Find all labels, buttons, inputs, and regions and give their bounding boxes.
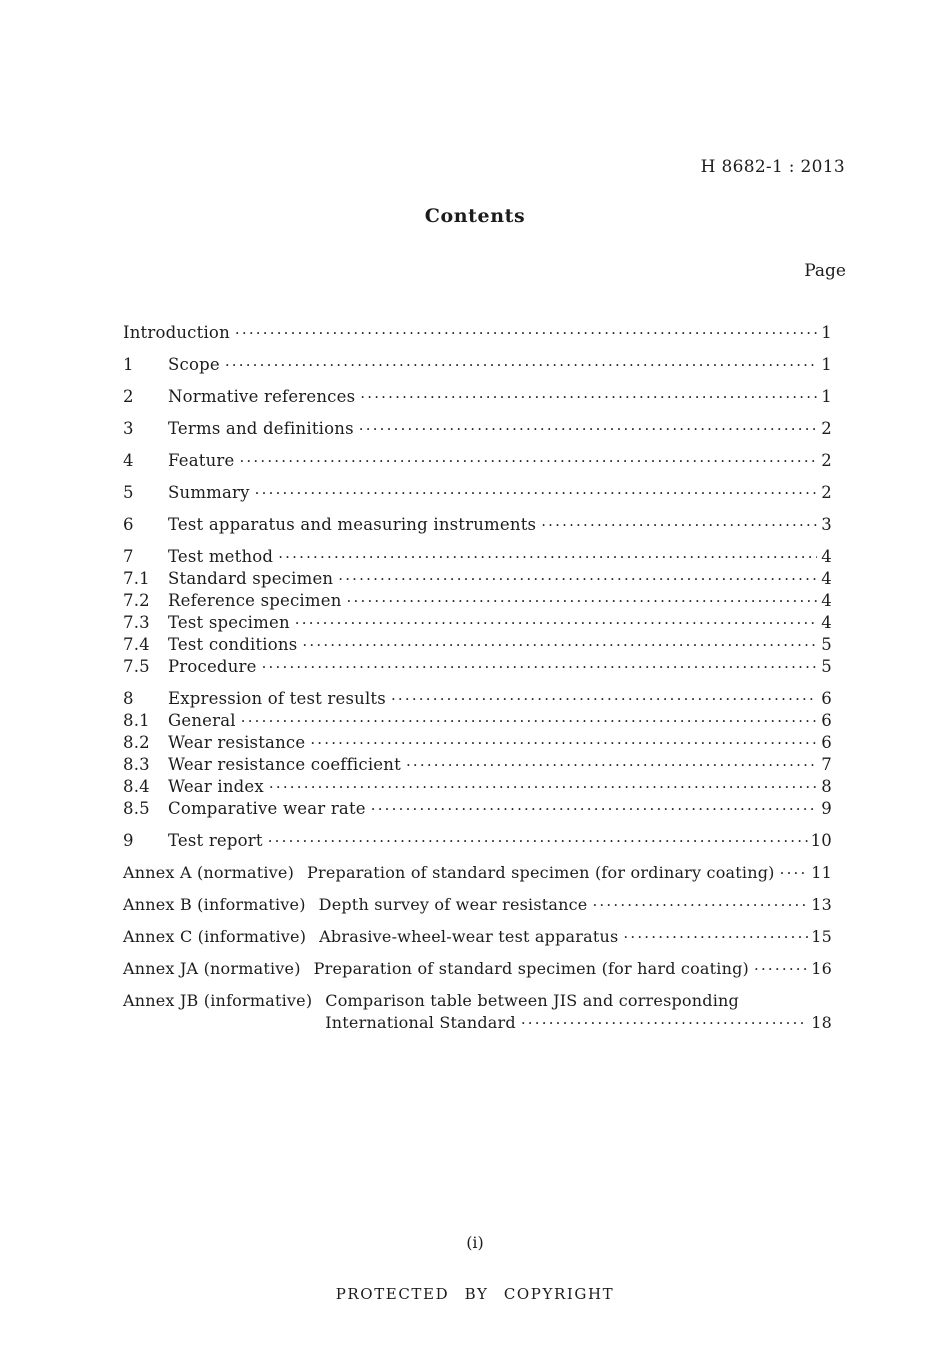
annex-label: Annex B (informative)	[123, 895, 306, 914]
folio-page-marker: (i)	[466, 1233, 484, 1252]
annex-row	[123, 990, 832, 1034]
toc-entry-number: 2	[123, 387, 134, 406]
annex-body	[307, 862, 832, 884]
table-of-contents	[123, 322, 832, 1034]
dot-leader	[359, 418, 817, 440]
toc-entry-page: 3	[821, 515, 832, 534]
annex-title-line1: Comparison table between JIS and corresponding	[325, 991, 739, 1010]
dot-leader	[225, 354, 817, 376]
annex-page: 13	[811, 895, 832, 914]
toc-entry-page: 1	[821, 355, 832, 374]
standard-number: H 8682-1 : 2013	[700, 157, 845, 177]
toc-entry-page: 4	[821, 591, 832, 610]
toc-row	[123, 450, 832, 472]
annex-line	[307, 862, 832, 884]
toc-row	[123, 776, 832, 798]
toc-row	[123, 710, 832, 732]
toc-entry-number: 1	[123, 355, 134, 374]
dot-leader	[235, 322, 817, 344]
toc-entry-number: 8.1	[123, 711, 150, 730]
dot-leader	[310, 732, 817, 754]
page-column-label: Page	[804, 261, 846, 281]
annex-page: 15	[811, 927, 832, 946]
dot-leader	[360, 386, 817, 408]
toc-entry-page: 9	[821, 799, 832, 818]
annex-body	[319, 894, 832, 916]
toc-entry-number: 7.4	[123, 635, 150, 654]
toc-entry-page: 6	[821, 733, 832, 752]
toc-entry-page: 6	[821, 689, 832, 708]
toc-entry-number: 8.2	[123, 733, 150, 752]
page-title: Contents	[424, 205, 526, 227]
toc-entry-page: 1	[821, 323, 832, 342]
annex-body	[325, 990, 832, 1034]
toc-entry-title: Test method	[168, 547, 274, 566]
toc-row	[123, 590, 832, 612]
dot-leader	[302, 634, 817, 656]
dot-leader	[338, 568, 817, 590]
annex-title: Preparation of standard specimen (for ordinary coating)	[307, 863, 775, 882]
toc-row	[123, 546, 832, 568]
toc-entry-title: Introduction	[123, 323, 230, 342]
annex-body	[319, 926, 832, 948]
copyright-notice: PROTECTED BY COPYRIGHT	[335, 1285, 615, 1303]
annex-row	[123, 862, 832, 884]
toc-entry-title: Scope	[168, 355, 220, 374]
dot-leader	[262, 656, 817, 678]
toc-entry-title: Reference specimen	[168, 591, 342, 610]
dot-leader	[255, 482, 817, 504]
annex-title: Preparation of standard specimen (for hard coating)	[313, 959, 749, 978]
annex-title: Abrasive-wheel-wear test apparatus	[319, 927, 619, 946]
toc-row	[123, 732, 832, 754]
toc-entry-number: 3	[123, 419, 134, 438]
annex-label: Annex JA (normative)	[123, 959, 301, 978]
toc-row	[123, 418, 832, 440]
toc-row	[123, 514, 832, 536]
dot-leader	[239, 450, 817, 472]
annex-row	[123, 894, 832, 916]
toc-entry-title: Test conditions	[168, 635, 298, 654]
toc-row	[123, 798, 832, 820]
toc-entry-page: 2	[821, 483, 832, 502]
toc-entry-page: 7	[821, 755, 832, 774]
dot-leader	[268, 830, 808, 852]
toc-entry-title: Test apparatus and measuring instruments	[168, 515, 537, 534]
toc-entry-title: Procedure	[168, 657, 257, 676]
annex-line	[314, 958, 832, 980]
toc-row	[123, 612, 832, 634]
toc-entry-number: 7	[123, 547, 134, 566]
toc-entry-page: 2	[821, 451, 832, 470]
toc-entry-page: 10	[810, 831, 832, 850]
dot-leader	[241, 710, 817, 732]
annex-row	[123, 926, 832, 948]
annex-line	[325, 1012, 832, 1034]
toc-entry-title: Normative references	[168, 387, 356, 406]
toc-entry-page: 5	[821, 635, 832, 654]
annex-title: Depth survey of wear resistance	[318, 895, 588, 914]
toc-entry-page: 2	[821, 419, 832, 438]
dot-leader	[521, 1012, 808, 1034]
annex-title-line2: International Standard	[325, 1013, 516, 1032]
toc-entry-page: 6	[821, 711, 832, 730]
annex-label: Annex A (normative)	[123, 863, 295, 882]
toc-entry-title: Test specimen	[168, 613, 290, 632]
toc-entry-number: 4	[123, 451, 134, 470]
toc-row	[123, 568, 832, 590]
toc-entry-title: General	[168, 711, 236, 730]
toc-entry-title: Standard specimen	[168, 569, 334, 588]
toc-entry-page: 1	[821, 387, 832, 406]
toc-entry-number: 8.3	[123, 755, 150, 774]
toc-entry-number: 7.2	[123, 591, 150, 610]
toc-entry-page: 8	[821, 777, 832, 796]
toc-entry-number: 8.4	[123, 777, 150, 796]
dot-leader	[347, 590, 817, 612]
toc-entry-number: 9	[123, 831, 134, 850]
toc-entry-page: 4	[821, 613, 832, 632]
toc-entry-title: Comparative wear rate	[168, 799, 366, 818]
dot-leader	[592, 894, 808, 916]
annex-page: 16	[811, 959, 832, 978]
toc-entry-title: Feature	[168, 451, 235, 470]
toc-entry-title: Wear resistance coefficient	[168, 755, 401, 774]
toc-entry-title: Wear resistance	[168, 733, 306, 752]
dot-leader	[295, 612, 817, 634]
dot-leader	[391, 688, 817, 710]
toc-entry-title: Test report	[168, 831, 263, 850]
toc-entry-title: Expression of test results	[168, 689, 386, 708]
dot-leader	[754, 958, 808, 980]
annex-row	[123, 958, 832, 980]
toc-entry-page: 4	[821, 569, 832, 588]
dot-leader	[269, 776, 817, 798]
annex-line	[319, 894, 832, 916]
dot-leader	[541, 514, 817, 536]
annex-label: Annex C (informative)	[123, 927, 307, 946]
toc-entry-number: 7.1	[123, 569, 150, 588]
toc-entry-number: 7.3	[123, 613, 150, 632]
toc-entry-number: 7.5	[123, 657, 150, 676]
toc-entry-number: 5	[123, 483, 134, 502]
toc-entry-page: 4	[821, 547, 832, 566]
toc-row	[123, 754, 832, 776]
annex-page: 11	[811, 863, 832, 882]
toc-row	[123, 656, 832, 678]
toc-row	[123, 354, 832, 376]
toc-row	[123, 482, 832, 504]
toc-row	[123, 634, 832, 656]
dot-leader	[371, 798, 817, 820]
dot-leader	[623, 926, 808, 948]
toc-entry-number: 6	[123, 515, 134, 534]
toc-row	[123, 386, 832, 408]
dot-leader	[278, 546, 817, 568]
dot-leader	[780, 862, 809, 884]
toc-entry-number: 8	[123, 689, 134, 708]
annex-page: 18	[811, 1013, 832, 1032]
toc-row	[123, 830, 832, 852]
toc-entry-page: 5	[821, 657, 832, 676]
toc-row	[123, 688, 832, 710]
toc-entry-title: Terms and definitions	[168, 419, 354, 438]
dot-leader	[406, 754, 817, 776]
toc-entry-title: Summary	[168, 483, 250, 502]
toc-entry-title: Wear index	[168, 777, 264, 796]
toc-row	[123, 322, 832, 344]
toc-entry-number: 8.5	[123, 799, 150, 818]
annex-line	[319, 926, 832, 948]
annex-label: Annex JB (informative)	[123, 991, 313, 1010]
annex-body	[314, 958, 832, 980]
